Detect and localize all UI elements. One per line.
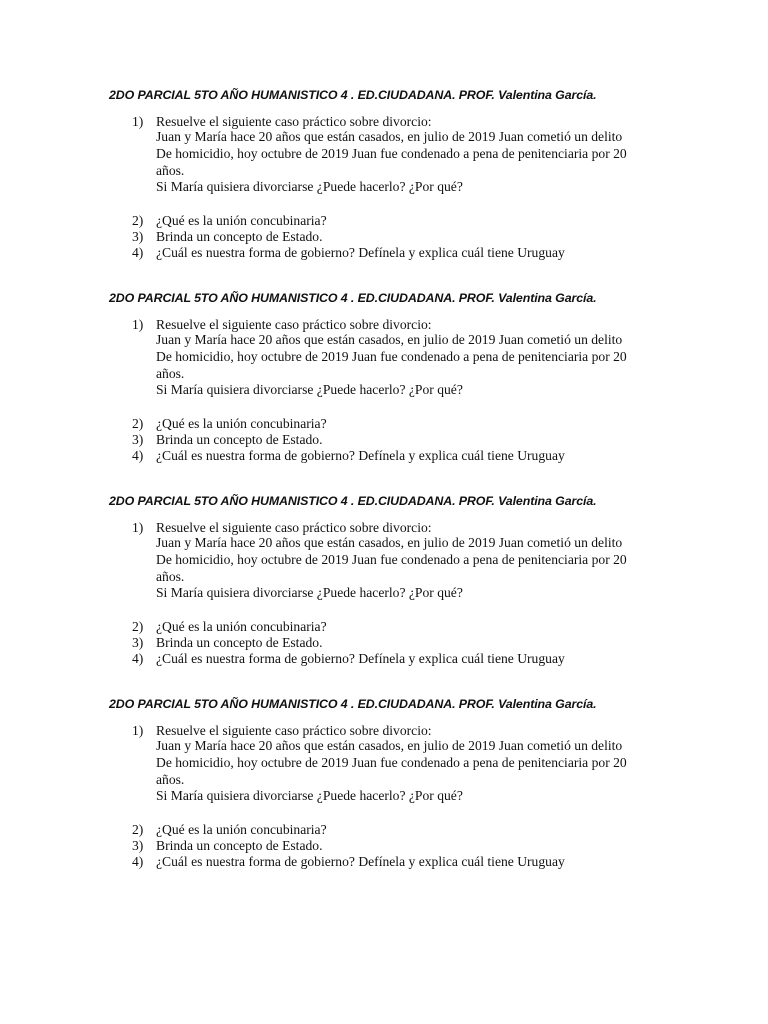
- exam-title: 2DO PARCIAL 5TO AÑO HUMANISTICO 4 . ED.CIUDADANA. PROF. Valentina García.: [109, 494, 597, 508]
- case-line: Juan y María hace 20 años que están casados, en julio de 2019 Juan cometió un delito: [156, 738, 623, 753]
- question-text: Resuelve el siguiente caso práctico sobre divorcio:: [156, 723, 432, 738]
- exam-title: 2DO PARCIAL 5TO AÑO HUMANISTICO 4 . ED.CIUDADANA. PROF. Valentina García.: [109, 88, 597, 102]
- question-text: Brinda un concepto de Estado.: [156, 229, 323, 244]
- question-text: Brinda un concepto de Estado.: [156, 635, 323, 650]
- question-number: 2): [132, 619, 144, 634]
- question-number: 3): [132, 838, 144, 853]
- case-line: Si María quisiera divorciarse ¿Puede hacerlo? ¿Por qué?: [156, 788, 463, 803]
- case-line: Si María quisiera divorciarse ¿Puede hacerlo? ¿Por qué?: [156, 382, 463, 397]
- question-number: 3): [132, 635, 144, 650]
- question-text: ¿Qué es la unión concubinaria?: [156, 619, 327, 634]
- question-number: 4): [132, 651, 144, 666]
- question-number: 2): [132, 822, 144, 837]
- question-text: ¿Cuál es nuestra forma de gobierno? Defínela y explica cuál tiene Uruguay: [156, 245, 565, 260]
- case-line: De homicidio, hoy octubre de 2019 Juan fue condenado a pena de penitenciaria por 20: [156, 146, 627, 161]
- question-number: 3): [132, 432, 144, 447]
- question-text: Brinda un concepto de Estado.: [156, 432, 323, 447]
- question-text: Brinda un concepto de Estado.: [156, 838, 323, 853]
- question-number: 2): [132, 416, 144, 431]
- question-number: 4): [132, 245, 144, 260]
- question-text: Resuelve el siguiente caso práctico sobre divorcio:: [156, 317, 432, 332]
- case-line: años.: [156, 569, 185, 584]
- exam-title: 2DO PARCIAL 5TO AÑO HUMANISTICO 4 . ED.CIUDADANA. PROF. Valentina García.: [109, 291, 597, 305]
- question-number: 4): [132, 854, 144, 869]
- question-text: ¿Cuál es nuestra forma de gobierno? Defínela y explica cuál tiene Uruguay: [156, 651, 565, 666]
- case-line: Juan y María hace 20 años que están casados, en julio de 2019 Juan cometió un delito: [156, 332, 623, 347]
- exam-title: 2DO PARCIAL 5TO AÑO HUMANISTICO 4 . ED.CIUDADANA. PROF. Valentina García.: [109, 697, 597, 711]
- question-number: 2): [132, 213, 144, 228]
- question-number: 3): [132, 229, 144, 244]
- case-line: Si María quisiera divorciarse ¿Puede hacerlo? ¿Por qué?: [156, 179, 463, 194]
- question-text: Resuelve el siguiente caso práctico sobre divorcio:: [156, 520, 432, 535]
- case-line: De homicidio, hoy octubre de 2019 Juan fue condenado a pena de penitenciaria por 20: [156, 349, 627, 364]
- question-number: 1): [132, 317, 144, 332]
- case-line: Juan y María hace 20 años que están casados, en julio de 2019 Juan cometió un delito: [156, 129, 623, 144]
- question-text: ¿Qué es la unión concubinaria?: [156, 213, 327, 228]
- case-line: Juan y María hace 20 años que están casados, en julio de 2019 Juan cometió un delito: [156, 535, 623, 550]
- case-line: años.: [156, 366, 185, 381]
- question-text: ¿Qué es la unión concubinaria?: [156, 416, 327, 431]
- case-line: años.: [156, 163, 185, 178]
- case-line: De homicidio, hoy octubre de 2019 Juan fue condenado a pena de penitenciaria por 20: [156, 755, 627, 770]
- question-number: 1): [132, 520, 144, 535]
- question-number: 1): [132, 114, 144, 129]
- question-text: Resuelve el siguiente caso práctico sobre divorcio:: [156, 114, 432, 129]
- question-text: ¿Qué es la unión concubinaria?: [156, 822, 327, 837]
- question-number: 4): [132, 448, 144, 463]
- question-text: ¿Cuál es nuestra forma de gobierno? Defínela y explica cuál tiene Uruguay: [156, 448, 565, 463]
- case-line: años.: [156, 772, 185, 787]
- case-line: De homicidio, hoy octubre de 2019 Juan fue condenado a pena de penitenciaria por 20: [156, 552, 627, 567]
- question-text: ¿Cuál es nuestra forma de gobierno? Defínela y explica cuál tiene Uruguay: [156, 854, 565, 869]
- question-number: 1): [132, 723, 144, 738]
- case-line: Si María quisiera divorciarse ¿Puede hacerlo? ¿Por qué?: [156, 585, 463, 600]
